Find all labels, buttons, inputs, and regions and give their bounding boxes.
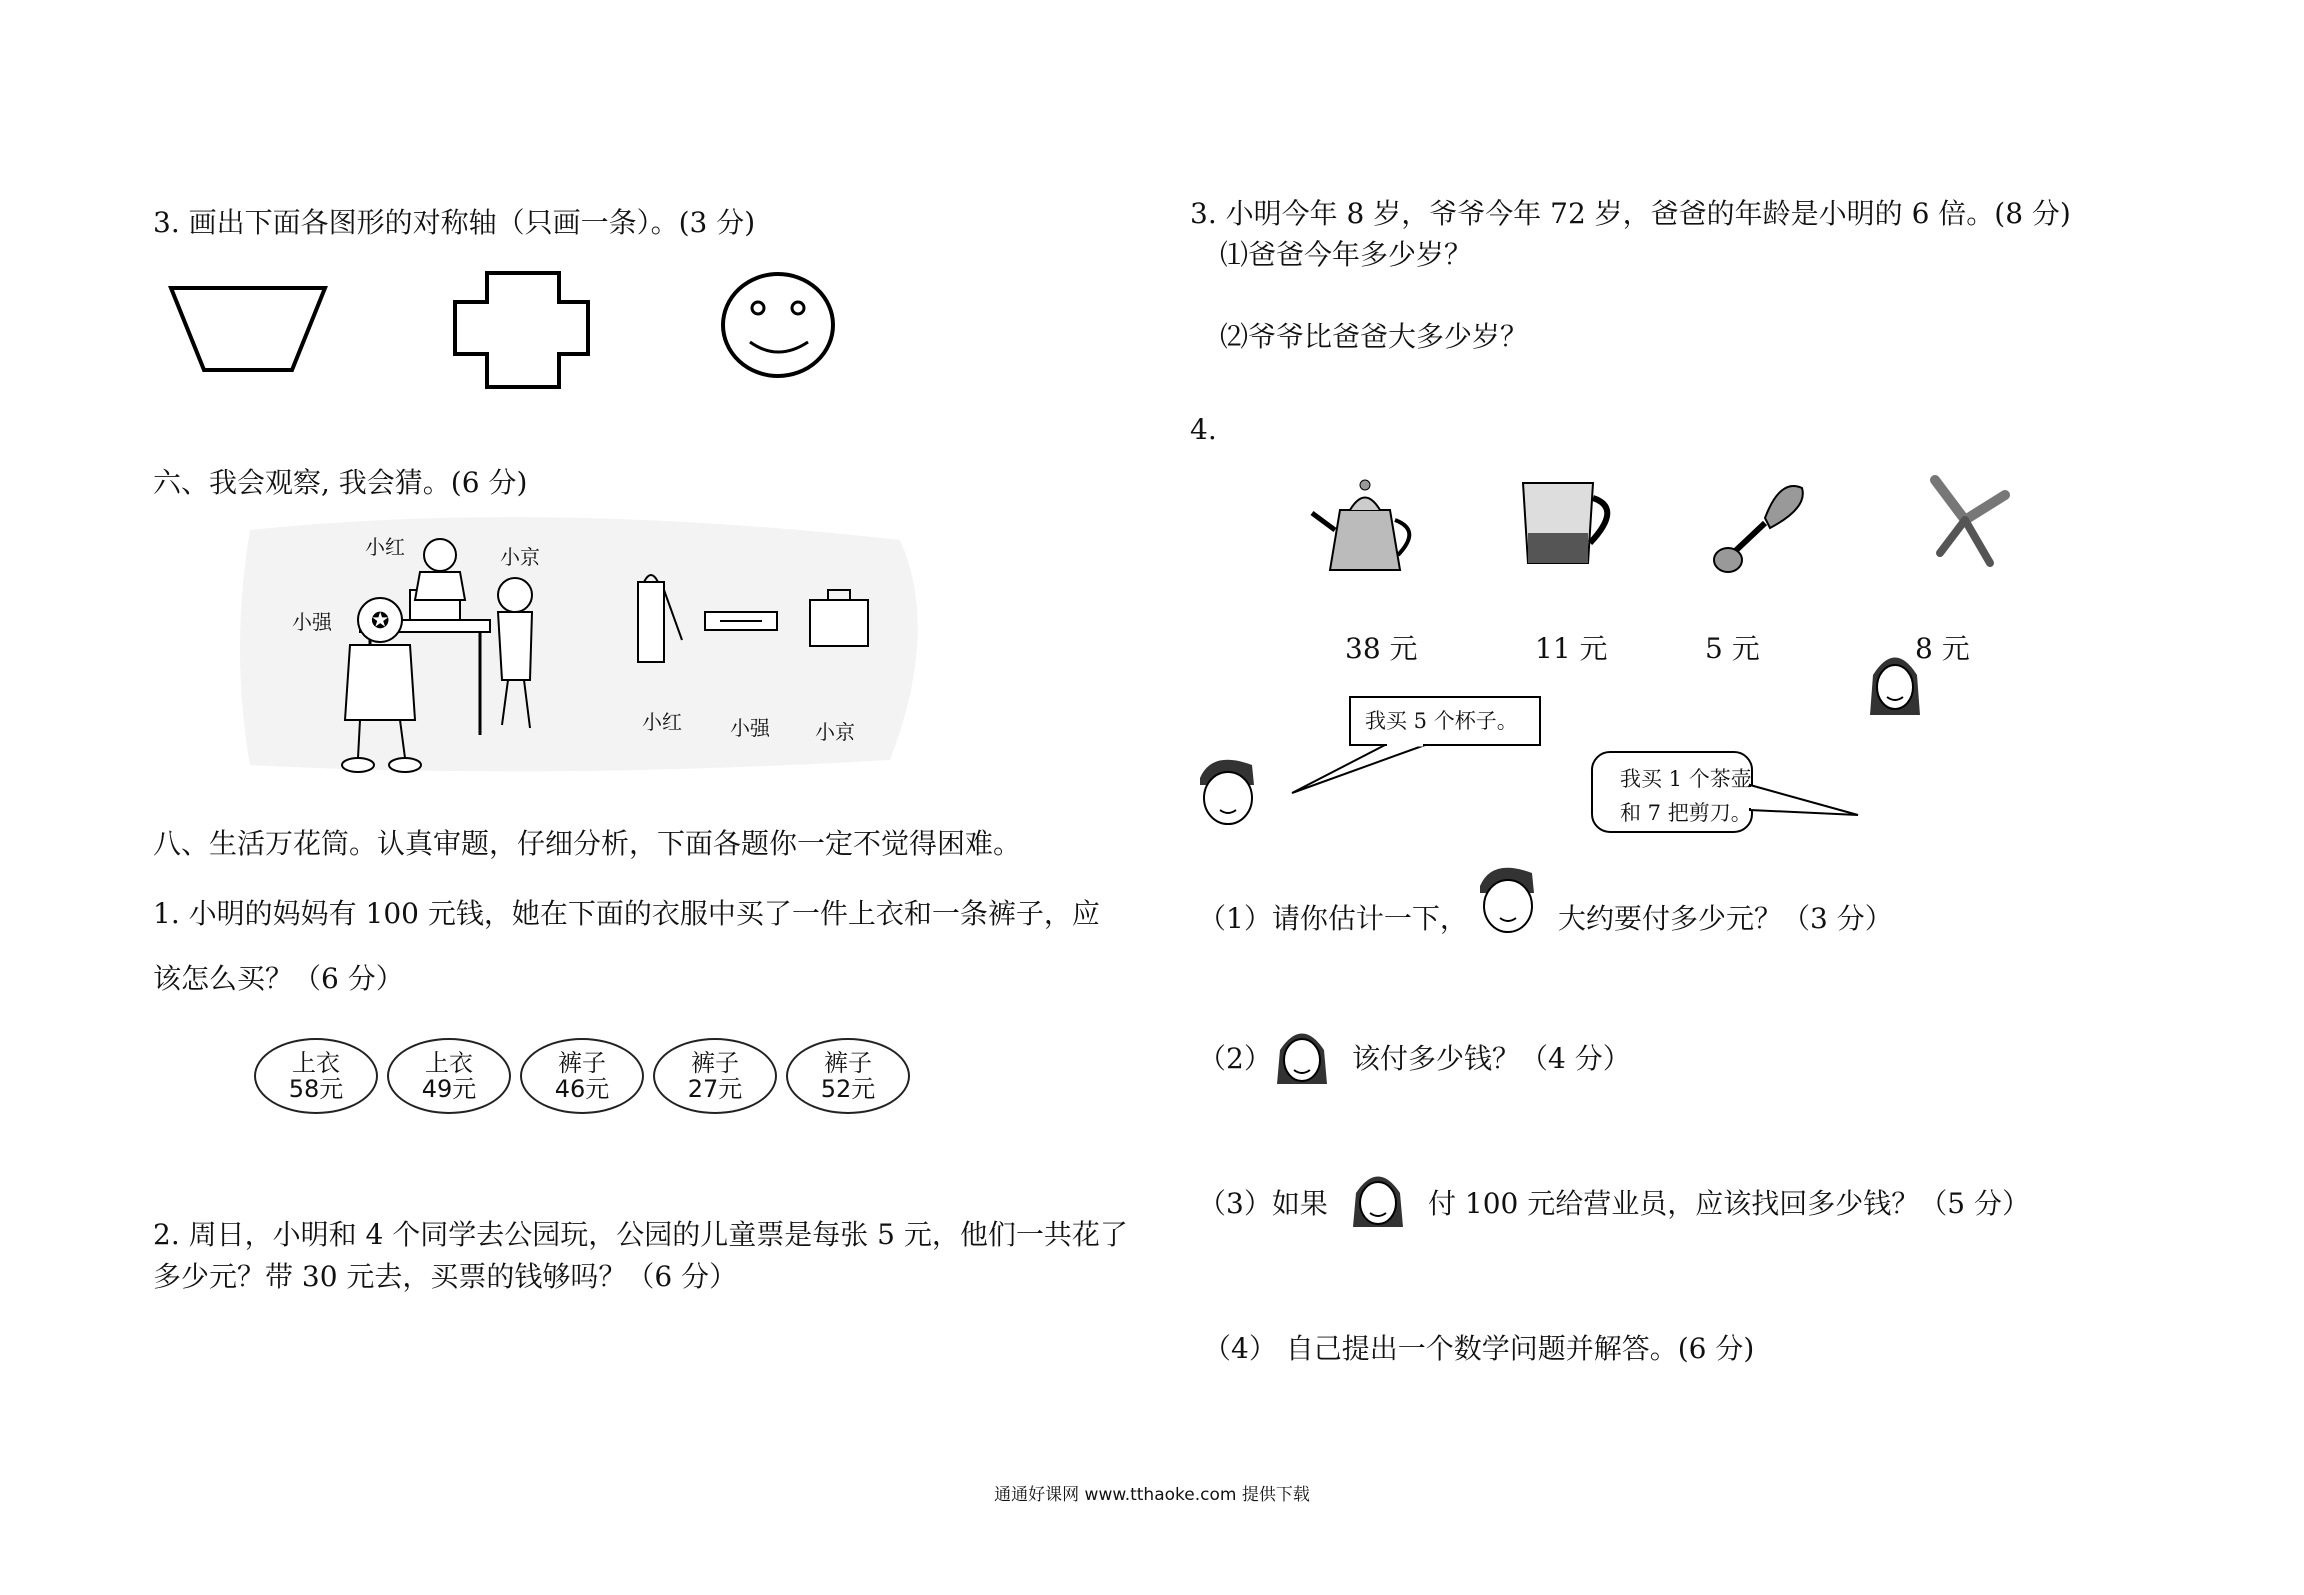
boy-avatar-icon [1192,750,1262,830]
clothes-item: 裤子 46元 [520,1038,644,1114]
trowel-icon [1710,478,1810,578]
section-8-title: 八、生活万花筒。认真审题，仔细分析，下面各题你一定不觉得困难。 [153,827,1022,860]
part1-suffix: 大约要付多少元？（3 分） [1558,902,1893,935]
right-q3-sub1: ⑴爸爸今年多少岁？ [1220,238,1473,271]
right-q4-title: 4. [1190,413,1217,446]
price-cup: 11 元 [1535,632,1608,665]
girl-bubble-line2: 和 7 把剪刀。 [1620,801,1752,825]
part3-suffix: 付 100 元给营业员，应该找回多少钱？（5 分） [1428,1187,2030,1220]
bag-briefcase [810,600,868,646]
bag-label-1: 小红 [642,710,682,734]
girl-bubble-line1: 我买 1 个茶壶 [1620,767,1752,791]
clothes-item: 上衣 49元 [387,1038,511,1114]
price-teapot: 38 元 [1345,632,1418,665]
bag-tall [638,582,664,662]
part4: （4） 自己提出一个数学问题并解答。(6 分) [1203,1332,1755,1365]
boy-right-figure [498,578,532,612]
girl-figure [424,539,456,571]
boy-avatar-icon [1472,858,1542,938]
q1-line1: 1. 小明的妈妈有 100 元钱，她在下面的衣服中买了一件上衣和一条裤子，应 [153,897,1100,930]
clothes-item: 裤子 52元 [786,1038,910,1114]
price-scissors: 8 元 [1915,632,1970,665]
label-xiaohong: 小红 [365,535,405,559]
girl-avatar-icon [1272,1022,1332,1092]
smiley-face-shape [720,270,840,380]
part2-suffix: 该付多少钱？（4 分） [1352,1042,1631,1075]
right-q3-sub2: ⑵爷爷比爸爸大多少岁？ [1220,320,1529,353]
section-6-title: 六、我会观察, 我会猜。(6 分) [153,466,528,499]
bag-label-3: 小京 [815,720,855,744]
q2-line1: 2. 周日，小明和 4 个同学去公园玩，公园的儿童票是每张 5 元，他们一共花了 [153,1218,1128,1251]
footer: 通通好课网 www.tthaoke.com 提供下载 [994,1485,1310,1505]
label-xiaojing: 小京 [500,545,540,569]
teapot-icon [1310,475,1425,585]
part2-prefix: （2） [1198,1042,1272,1075]
right-q3-title: 3. 小明今年 8 岁，爷爷今年 72 岁，爸爸的年龄是小明的 6 倍。(8 分) [1190,197,2071,230]
left-q3-title: 3. 画出下面各图形的对称轴（只画一条）。(3 分) [153,206,756,239]
q1-line2: 该怎么买？（6 分） [153,962,404,995]
clothes-item: 上衣 58元 [254,1038,378,1114]
trapezoid-shape [168,285,328,375]
price-trowel: 5 元 [1705,632,1760,665]
bag-label-2: 小强 [730,716,770,740]
girl-avatar-icon [1348,1165,1408,1235]
part1-prefix: （1）请你估计一下， [1198,902,1468,935]
girl-avatar-icon [1865,645,1925,725]
svg-text:✪: ✪ [371,609,390,634]
cross-shape [452,270,592,390]
clothes-item: 裤子 27元 [653,1038,777,1114]
cup-icon [1518,478,1628,568]
scissors-icon [1920,475,2020,575]
boy-bubble-text: 我买 5 个杯子。 [1365,709,1518,733]
label-xiaoqiang: 小强 [292,610,332,634]
q2-line2: 多少元？带 30 元去，买票的钱够吗？（6 分） [153,1260,738,1293]
part3-prefix: （3）如果 [1198,1187,1328,1220]
